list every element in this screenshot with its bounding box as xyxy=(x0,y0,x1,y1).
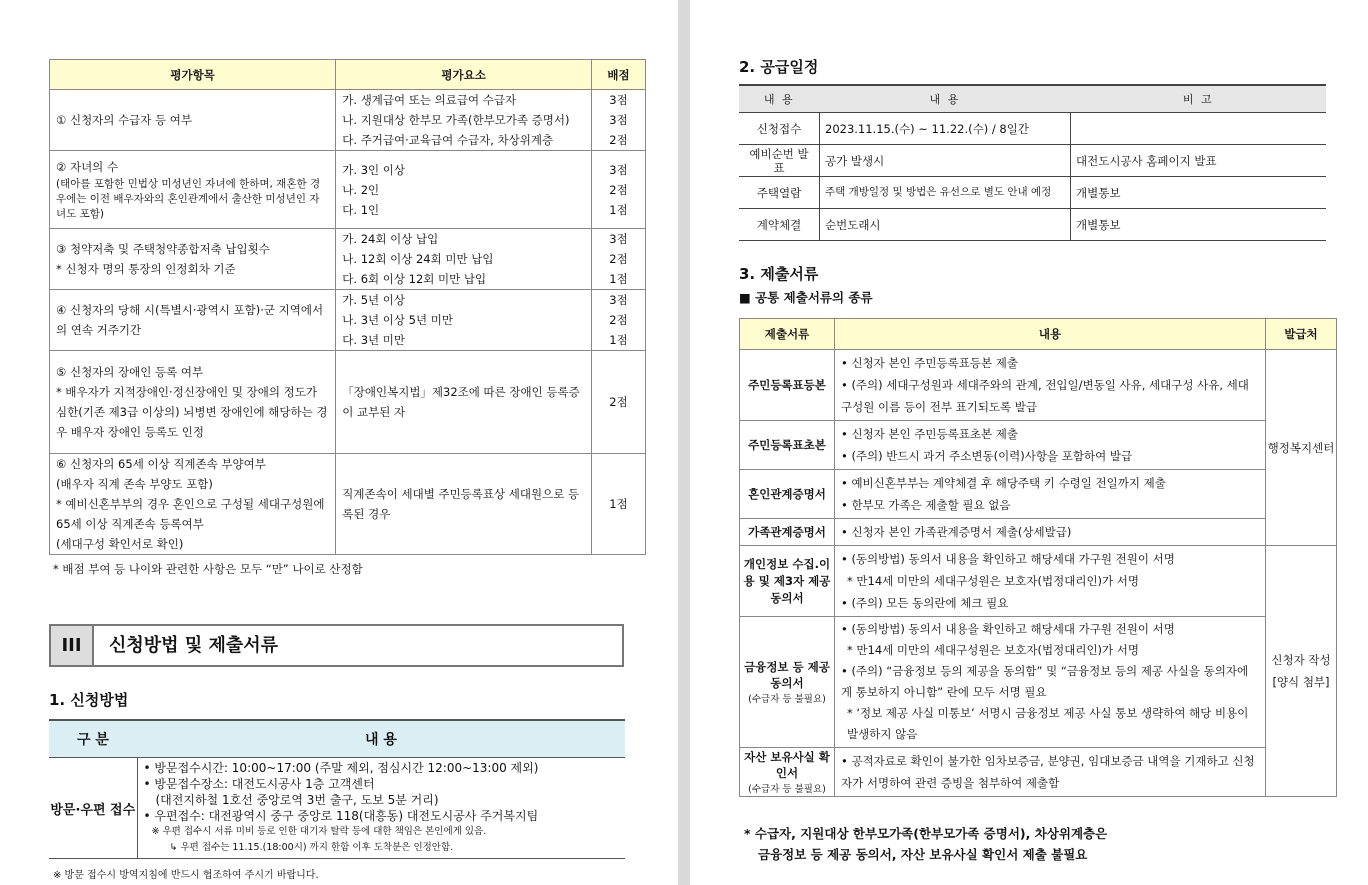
doc-content xyxy=(835,470,1266,519)
eval-footnote: * 배점 부여 등 나이와 관련한 사항은 모두 “만” 나이로 산정함 xyxy=(53,562,363,576)
table-row xyxy=(739,113,1326,145)
eval-item xyxy=(50,351,336,454)
column-header: 내용 xyxy=(835,319,1266,350)
method-table xyxy=(49,719,625,859)
cell-text: 직계존속이 세대별 주민등록표상 세대원으로 등록된 경우 xyxy=(342,487,580,521)
cell-note: (태아를 포함한 민법상 미성년인 자녀에 한하며, 재혼한 경우에는 이전 배우자와의 혼인관계에서 출산한 미성년인 자녀도 포함) xyxy=(56,178,321,220)
table-header-row xyxy=(739,85,1326,113)
eval-elements xyxy=(336,290,592,351)
content-line: • 방문접수시간: 10:00~17:00 (주말 제외, 점심시간 12:00~13:00 제외) xyxy=(143,761,539,775)
content-line: * 만14세 미만의 세대구성원은 보호자(법정대리인)가 서명 xyxy=(847,574,1140,588)
table-row xyxy=(740,350,1337,421)
column-header: 비 고 xyxy=(1071,85,1327,113)
content-line: • 방문접수장소: 대전도시공사 1층 고객센터 xyxy=(143,777,375,791)
cell-note: * 신청자 명의 통장의 인정회차 기준 xyxy=(56,262,236,276)
content-line: • 신청자 본인 주민등록표초본 제출 xyxy=(841,427,1018,441)
eval-score xyxy=(592,351,646,454)
schedule-heading: 2. 공급일정 xyxy=(739,58,819,76)
eval-item xyxy=(50,90,336,151)
content-line: • (주의) 반드시 과거 주소변동(이력)사항을 포함하여 발급 xyxy=(841,449,1133,463)
bottom-note: ※ 방문 접수시 방역지침에 반드시 협조하여 주시기 바랍니다. xyxy=(53,870,319,881)
table-row xyxy=(50,454,646,555)
content-line: • (동의방법) 동의서 내용을 확인하고 해당세대 가구원 전원이 서명 xyxy=(841,622,1175,636)
eval-elements xyxy=(336,351,592,454)
eval-elements xyxy=(336,229,592,290)
table-row xyxy=(740,421,1337,470)
cell-text: 나. 3년 이상 5년 미만 xyxy=(342,313,453,327)
doc-name-sub: (수급자 등 불필요) xyxy=(748,784,826,795)
cell-text: 다. 주거급여·교육급여 수급자, 차상위계층 xyxy=(342,133,554,147)
content-line: * 만14세 미만의 세대구성원은 보호자(법정대리인)가 서명 xyxy=(847,643,1140,657)
column-header: 배점 xyxy=(592,60,646,90)
cell-text: 나. 12회 이상 24회 미만 납입 xyxy=(342,252,494,266)
cell-text: 가. 생계급여 또는 의료급여 수급자 xyxy=(342,93,517,107)
eval-item xyxy=(50,229,336,290)
cell-text: 「장애인복지법」제32조에 따른 장애인 등록증이 교부된 자 xyxy=(342,385,580,419)
row-content: 주택 개방일정 및 방법은 유선으로 별도 안내 예정 xyxy=(820,177,1071,209)
method-content xyxy=(137,758,625,859)
table-row xyxy=(740,748,1337,797)
eval-item xyxy=(50,290,336,351)
column-header: 발급처 xyxy=(1266,319,1337,350)
cell-text: 2점 xyxy=(609,182,628,197)
content-line: • 신청자 본인 가족관계증명서 제출(상세발급) xyxy=(841,525,1072,539)
doc-name: 가족관계증명서 xyxy=(740,519,835,546)
column-header: 내 용 xyxy=(739,85,820,113)
section-number: III xyxy=(51,626,94,665)
table-header-row xyxy=(740,319,1337,350)
eval-item xyxy=(50,454,336,555)
cell-text: ② 자녀의 수 xyxy=(56,160,119,174)
cell-text: 나. 지원대상 한부모 가족(한부모가족 증명서) xyxy=(342,113,570,127)
row-label: 신청접수 xyxy=(739,113,820,145)
schedule-table xyxy=(739,84,1326,241)
cell-text: 다. 1인 xyxy=(342,202,380,217)
cell-text: 3점 xyxy=(609,162,628,177)
table-row xyxy=(740,470,1337,519)
row-note xyxy=(1071,113,1327,145)
eval-elements xyxy=(336,90,592,151)
doc-name: 혼인관계증명서 xyxy=(740,470,835,519)
table-row xyxy=(50,151,646,229)
table-row xyxy=(50,229,646,290)
table-row xyxy=(49,758,625,859)
doc-name: 주민등록표등본 xyxy=(740,350,835,421)
table-row xyxy=(740,519,1337,546)
eval-elements xyxy=(336,454,592,555)
cell-note: * 예비신혼부부의 경우 혼인으로 구성될 세대구성원에 65세 이상 직계존속 등록여부 xyxy=(56,497,325,531)
doc-name: 주민등록표초본 xyxy=(740,421,835,470)
content-note: ※ 우편 접수시 서류 미비 등로 인한 대기자 탈락 등에 대한 책임은 본인에게 있음. xyxy=(151,826,487,837)
eval-score xyxy=(592,290,646,351)
doc-content xyxy=(835,748,1266,797)
footer-note: * 수급자, 지원대상 한부모가족(한부모가족 증명서), 차상위계층은 xyxy=(744,826,1108,841)
cell-text: 1점 xyxy=(609,497,628,511)
doc-issuer: 행정복지센터 xyxy=(1266,350,1337,546)
row-label: 주택열람 xyxy=(739,177,820,209)
docs-subheading: ■ 공통 제출서류의 종류 xyxy=(739,290,873,305)
row-note: 개별통보 xyxy=(1071,177,1327,209)
cell-text: 3점 xyxy=(609,232,628,246)
column-header: 평가요소 xyxy=(336,60,592,90)
doc-content xyxy=(835,519,1266,546)
cell-text: 3점 xyxy=(609,113,628,127)
row-label: 계약체결 xyxy=(739,209,820,241)
cell-text: ⑥ 신청자의 65세 이상 직계존속 부양여부 xyxy=(56,457,266,471)
cell-text: 가. 24회 이상 납입 xyxy=(342,232,439,246)
table-header-row xyxy=(49,720,625,758)
column-header: 제출서류 xyxy=(740,319,835,350)
method-heading: 1. 신청방법 xyxy=(49,691,129,709)
evaluation-table xyxy=(49,59,646,555)
footer-note: 금융정보 등 제공 동의서, 자산 보유사실 확인서 제출 불필요 xyxy=(758,847,1088,862)
content-line: • (동의방법) 동의서 내용을 확인하고 해당세대 가구원 전원이 서명 xyxy=(841,552,1175,566)
content-line: • 예비신혼부부는 계약체결 후 해당주택 키 수령일 전일까지 제출 xyxy=(841,476,1166,490)
cell-text: 2점 xyxy=(609,395,628,409)
doc-name-text: 자산 보유사실 확인서 xyxy=(744,750,830,780)
row-label: 방문·우편 접수 xyxy=(49,758,137,859)
cell-text: 나. 2인 xyxy=(342,182,380,197)
cell-text: 1점 xyxy=(609,272,628,286)
table-row xyxy=(739,209,1326,241)
cell-text: ① 신청자의 수급자 등 여부 xyxy=(56,113,193,127)
doc-name xyxy=(740,748,835,797)
doc-issuer: 신청자 작성 [양식 첨부] xyxy=(1266,546,1337,797)
eval-elements xyxy=(336,151,592,229)
section-header xyxy=(49,624,624,667)
row-content: 공가 발생시 xyxy=(820,145,1071,177)
cell-text: 2점 xyxy=(609,133,628,147)
table-row xyxy=(740,617,1337,748)
doc-name-sub: (수급자 등 불필요) xyxy=(748,694,826,705)
content-line: • (주의) 모든 동의란에 체크 필요 xyxy=(841,596,1009,610)
content-line: * ‘정보 제공 사실 미통보’ 서명시 금융정보 제공 사실 통보 생략하여 해당 비용이 발생하지 않음 xyxy=(847,706,1249,741)
content-line: • (주의) 세대구성원과 세대주와의 관계, 전입일/변동일 사유, 세대구성 사유, 세대구성원 이름 등이 전부 표기되도록 발급 xyxy=(841,378,1249,414)
eval-score xyxy=(592,454,646,555)
table-row xyxy=(740,546,1337,617)
content-line: • 한부모 가족은 제출할 필요 없음 xyxy=(841,498,1011,512)
cell-text: 3점 xyxy=(609,293,628,307)
cell-text: 1점 xyxy=(609,333,628,347)
eval-item xyxy=(50,151,336,229)
column-header: 내 용 xyxy=(137,720,625,758)
content-line: • 신청자 본인 주민등록표등본 제출 xyxy=(841,356,1018,370)
content-line: • (주의) “금융정보 등의 제공을 동의함” 및 “금융정보 등의 제공 사실을 동의자에게 통보하지 아니함” 란에 모두 서명 필요 xyxy=(841,664,1249,699)
doc-name: 개인정보 수집.이용 및 제3자 제공 동의서 xyxy=(740,546,835,617)
cell-text: 가. 3인 이상 xyxy=(342,162,405,177)
row-note: 개별통보 xyxy=(1071,209,1327,241)
doc-name-text: 금융정보 등 제공 동의서 xyxy=(744,660,830,690)
cell-text: 다. 6회 이상 12회 미만 납입 xyxy=(342,272,487,286)
cell-text: 2점 xyxy=(609,252,628,266)
column-header: 내 용 xyxy=(820,85,1071,113)
cell-note: * 배우자가 지적장애인·정신장애인 및 장애의 정도가 심한(기존 제3급 이상의) 뇌병변 장애인에 해당하는 경우 배우자 장애인 등록도 인정 xyxy=(56,385,328,439)
table-row xyxy=(50,290,646,351)
content-line: (대전지하철 1호선 중앙로역 3번 출구, 도보 5분 거리) xyxy=(155,793,439,807)
cell-text: ③ 청약저축 및 주택청약종합저축 납입횟수 xyxy=(56,242,270,256)
doc-name xyxy=(740,617,835,748)
row-content: 2023.11.15.(수) ~ 11.22.(수) / 8일간 xyxy=(820,113,1071,145)
content-line: • 공적자료로 확인이 불가한 임차보증금, 분양권, 임대보증금 내역을 기재하고 신청자가 서명하여 관련 증빙을 첨부하여 제출함 xyxy=(841,754,1255,790)
row-note: 대전도시공사 홈페이지 발표 xyxy=(1071,145,1327,177)
left-page xyxy=(0,0,678,885)
doc-content xyxy=(835,350,1266,421)
table-row xyxy=(739,145,1326,177)
table-row xyxy=(739,177,1326,209)
content-line: • 우편접수: 대전광역시 중구 중앙로 118(대흥동) 대전도시공사 주거복지팀 xyxy=(143,809,539,823)
doc-content xyxy=(835,546,1266,617)
cell-text: 가. 5년 이상 xyxy=(342,293,405,307)
cell-text: ④ 신청자의 당해 시(특별시·광역시 포함)·군 지역에서의 연속 거주기간 xyxy=(56,303,324,337)
docs-table xyxy=(739,318,1337,797)
row-content: 순번도래시 xyxy=(820,209,1071,241)
cell-text: 1점 xyxy=(609,202,628,217)
cell-text: (배우자 직계 존속 부양도 포함) xyxy=(56,477,213,491)
table-row xyxy=(50,90,646,151)
cell-text: ⑤ 신청자의 장애인 등록 여부 xyxy=(56,365,204,379)
docs-heading: 3. 제출서류 xyxy=(739,265,819,283)
content-note: ↳ 우편 접수는 11.15.(18:00시) 까지 한함 이후 도착분은 인정안함. xyxy=(169,842,454,853)
table-header-row xyxy=(50,60,646,90)
column-header: 평가항목 xyxy=(50,60,336,90)
doc-content xyxy=(835,421,1266,470)
cell-text: 다. 3년 미만 xyxy=(342,333,405,347)
right-page xyxy=(690,0,1368,885)
cell-text: (세대구성 확인서로 확인) xyxy=(56,537,184,551)
cell-text: 3점 xyxy=(609,93,628,107)
doc-content xyxy=(835,617,1266,748)
cell-text: 2점 xyxy=(609,313,628,327)
section-title: 신청방법 및 제출서류 xyxy=(109,635,279,656)
eval-score xyxy=(592,90,646,151)
column-header: 구 분 xyxy=(49,720,137,758)
eval-score xyxy=(592,229,646,290)
eval-score xyxy=(592,151,646,229)
table-row xyxy=(50,351,646,454)
row-label: 예비순번 발 표 xyxy=(739,145,820,177)
